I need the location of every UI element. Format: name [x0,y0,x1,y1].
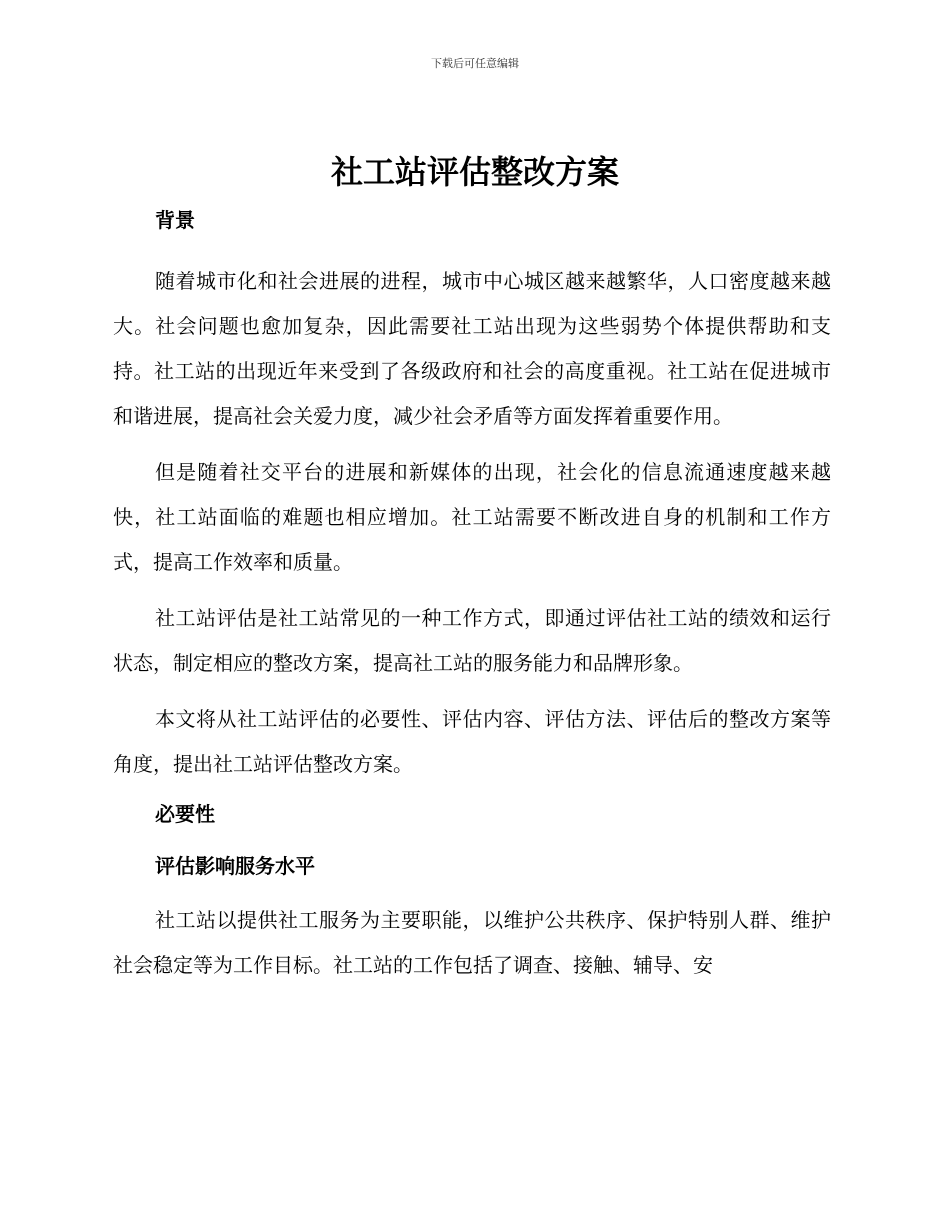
paragraph-3: 社工站评估是社工站常见的一种工作方式，即通过评估社工站的绩效和运行状态，制定相应的整改方案，提高社工站的服务能力和品牌形象。 [113,606,831,675]
paragraph-4: 本文将从社工站评估的必要性、评估内容、评估方法、评估后的整改方案等角度，提出社工站评估整改方案。 [113,707,831,776]
paragraph-1: 随着城市化和社会进展的进程，城市中心城区越来越繁华，人口密度越来越大。社会问题也愈加复杂，因此需要社工站出现为这些弱势个体提供帮助和支持。社工站的出现近年来受到了各级政府和社会的高度重视。社工站在促进城市和谐进展，提高社会关爱力度，减少社会矛盾等方面发挥着重要作用。 [113,269,831,428]
document-title: 社工站评估整改方案 [330,153,619,191]
paragraph-5: 社工站以提供社工服务为主要职能，以维护公共秩序、保护特别人群、维护社会稳定等为工作目标。社工站的工作包括了调查、接触、辅导、安 [113,908,831,977]
paragraph-2: 但是随着社交平台的进展和新媒体的出现，社会化的信息流通速度越来越快，社工站面临的难题也相应增加。社工站需要不断改进自身的机制和工作方式，提高工作效率和质量。 [113,460,831,574]
document-body [113,204,831,999]
subsection-heading-service-level: 评估影响服务水平 [155,854,315,878]
section-heading-background: 背景 [155,208,195,232]
section-heading-necessity: 必要性 [155,802,215,826]
header-note: 下载后可任意编辑 [431,57,519,70]
